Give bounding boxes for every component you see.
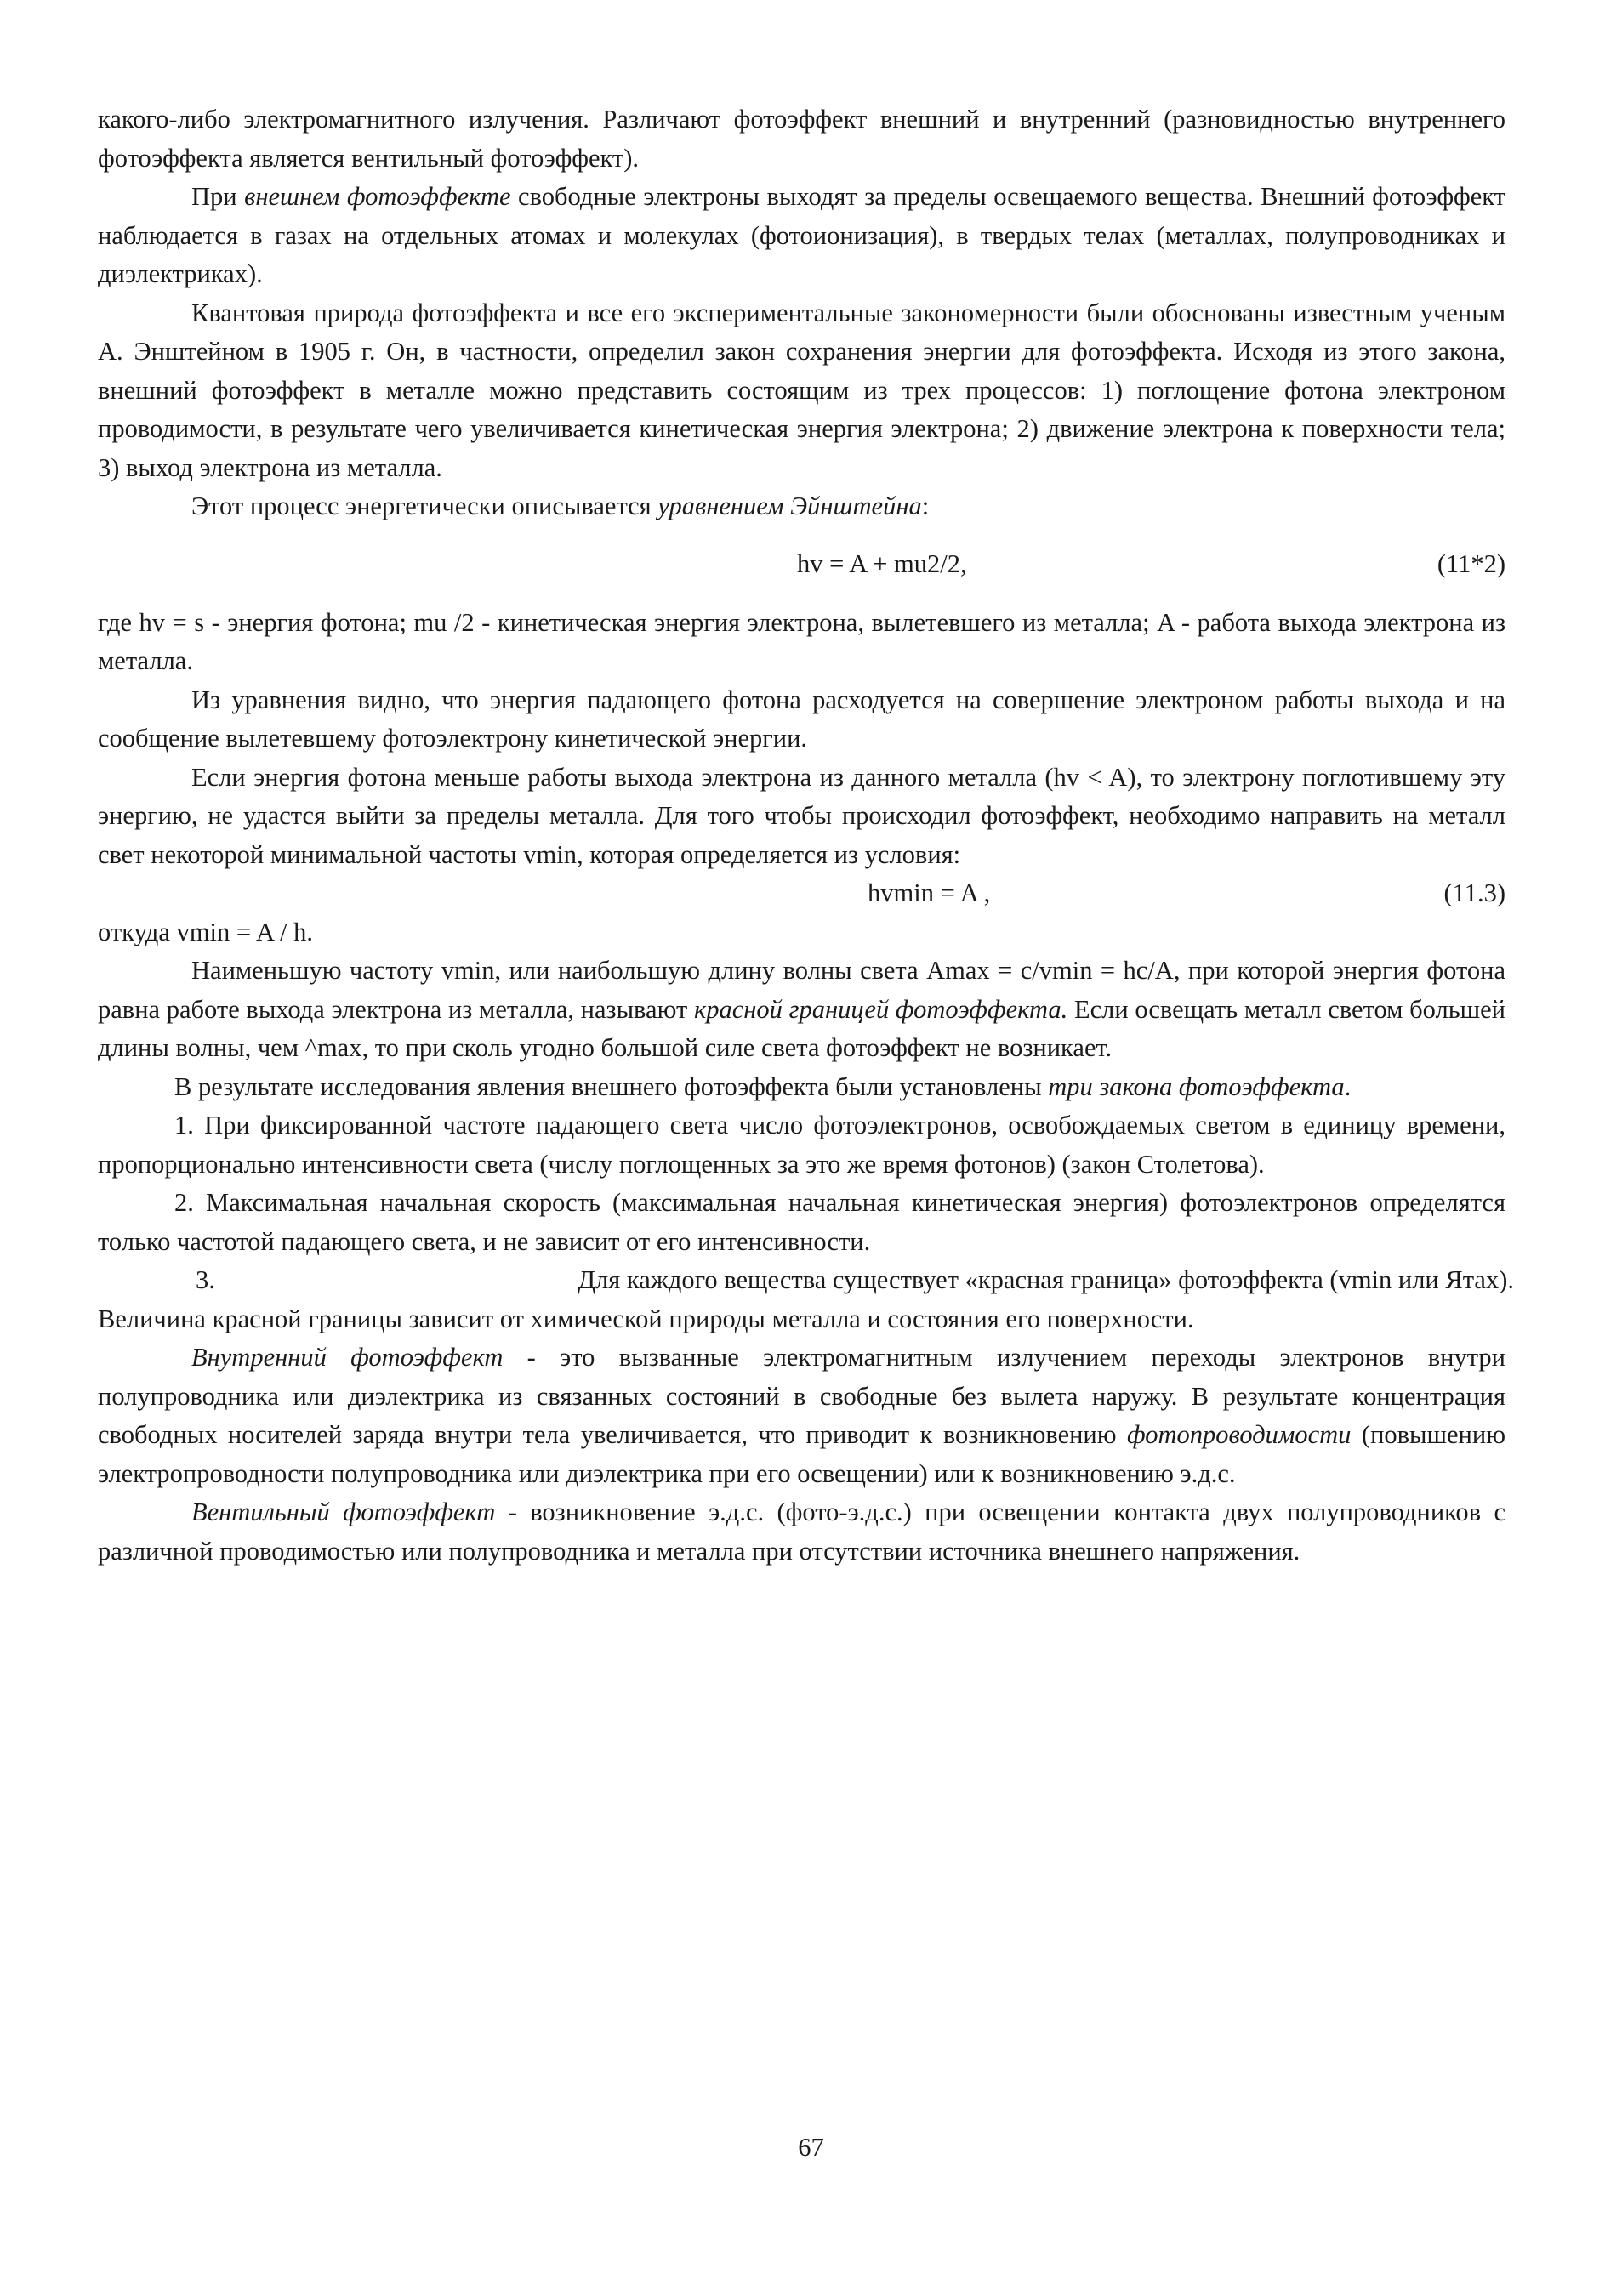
text-fragment: В результате исследования явления внешнего фотоэффекта были установлены [174,1071,1049,1101]
text-fragment: - возникновение э.д.с. (фото-э.д.с.) при освещении контакта двух полупроводников с различной проводимостью или полупроводника и металла при отсутствии источника внешнего напряжения. [98,1498,1505,1566]
formula-number: (11*2) [1437,548,1505,578]
law-2: 2. Максимальная начальная скорость (максимальная начальная кинетическая энергия) фотоэлектронов определятся только частотой падающего света, и не зависит от его интенсивности. [98,1188,1505,1256]
paragraph-external-effect [98,178,1505,294]
law-3 [98,1261,1514,1338]
formula-number: (11.3) [1443,878,1505,907]
text-fragment: При [191,182,245,211]
paragraph-photon-energy: Если энергия фотона меньше работы выхода электрона из данного металла (hv < A), то электрону поглотившему эту энергию, не удастся выйти за пределы металла. Для того чтобы происходил фотоэффект, необходимо направить на металл свет некоторой минимальной частоты vmin, которая определяется из условия: [98,762,1505,869]
text-fragment: Если освещать металл светом большей длины волны, чем ^max, то при сколь угодно большой силе света фотоэффект не возникает. [98,994,1506,1062]
paragraph-three-laws [98,1068,1505,1107]
page-number: 67 [798,2133,824,2162]
paragraph-intro: какого-либо электромагнитного излучения. Различают фотоэффект внешний и внутренний (разновидностью внутреннего фотоэффекта является вентильный фотоэффект). [98,105,1505,173]
formula-threshold [98,874,1505,913]
text-fragment: Этот процесс энергетически описывается [191,492,658,520]
law-1: 1. При фиксированной частоте падающего света число фотоэлектронов, освобождаемых светом в единицу времени, пропорционально интенсивности света (числу поглощенных за это же время фотонов) (закон Столетова). [98,1111,1505,1179]
law-3-line-text: Для каждого вещества существует «красная граница» фотоэффекта (vmin или Ятах). [578,1265,1514,1294]
law-3-first-line [98,1261,1514,1300]
formula-expression: hvmin = A , [868,878,991,907]
paragraph-einstein-intro [98,487,1505,526]
text-fragment: (повышению электропроводности полупроводника или диэлектрика при его освещении) или к возникновению э.д.с. [98,1420,1505,1488]
term-internal-effect: Внутренний фотоэффект [191,1343,504,1372]
formula-expression: hv = A + mu2/2, [797,548,967,578]
paragraph-red-boundary [98,952,1505,1068]
paragraph-quantum-nature: Квантовая природа фотоэффекта и все его экспериментальные закономерности были обоснованы известным ученым А. Энштейном в 1905 г. Он, в частности, определил закон сохранения энергии для фотоэффекта. Исходя из этого закона, внешний фотоэффект в металле можно представить состоящим из трех процессов: 1) поглощение фотона электроном проводимости, в результате чего увеличивается кинетическая энергия электрона; 2) движение электрона к поверхности тела; 3) выход электрона из металла. [98,298,1505,482]
page-body [98,100,1514,1571]
term-photoconductivity: фотопроводимости [1127,1420,1352,1449]
term-red-boundary: красной границей фотоэффекта. [694,994,1068,1024]
term-external-effect: внешнем фотоэффекте [244,182,511,211]
law-3-continuation: Величина красной границы зависит от химической природы металла и состояния его поверхности. [98,1304,1194,1333]
term-three-laws: три закона фотоэффекта [1048,1071,1345,1101]
text-fragment: Наименьшую частоту vmin, или наибольшую длину волны света Amax = c/vmin = hc/A, при которой энергия фотона равна работе выхода электрона из металла, называют [98,956,1505,1024]
paragraph-valve-effect [98,1493,1505,1571]
term-valve-effect: Вентильный фотоэффект [191,1498,496,1526]
paragraph-internal-effect [98,1338,1505,1493]
text-fragment: : [921,492,930,520]
paragraph-whence: откуда vmin = A / h. [98,917,313,946]
text-fragment: . [1344,1071,1352,1101]
term-einstein-equation: уравнением Эйнштейна [657,492,922,520]
paragraph-where: где hv = s - энергия фотона; mu /2 - кинетическая энергия электрона, вылетевшего из металла; A - работа выхода электрона из металла. [98,607,1505,675]
text-fragment: свободные электроны выходят за пределы освещаемого вещества. Внешний фотоэффект наблюдается в газах на отдельных атомах и молекулах (фотоионизация), в твердых телах (металлах, полупроводниках и диэлектриках). [98,182,1505,288]
formula-einstein [98,526,1505,604]
paragraph-equation-shows: Из уравнения видно, что энергия падающего фотона расходуется на совершение электроном работы выхода и на сообщение вылетевшему фотоэлектрону кинетической энергии. [98,685,1505,753]
text-fragment: - это вызванные электромагнитным излучением переходы электронов внутри полупроводника или диэлектрика из связанных состояний в свободные без вылета наружу. В результате концентрация свободных носителей заряда внутри тела увеличивается, что приводит к возникновению [98,1343,1505,1449]
law-3-number: 3. [196,1265,215,1294]
